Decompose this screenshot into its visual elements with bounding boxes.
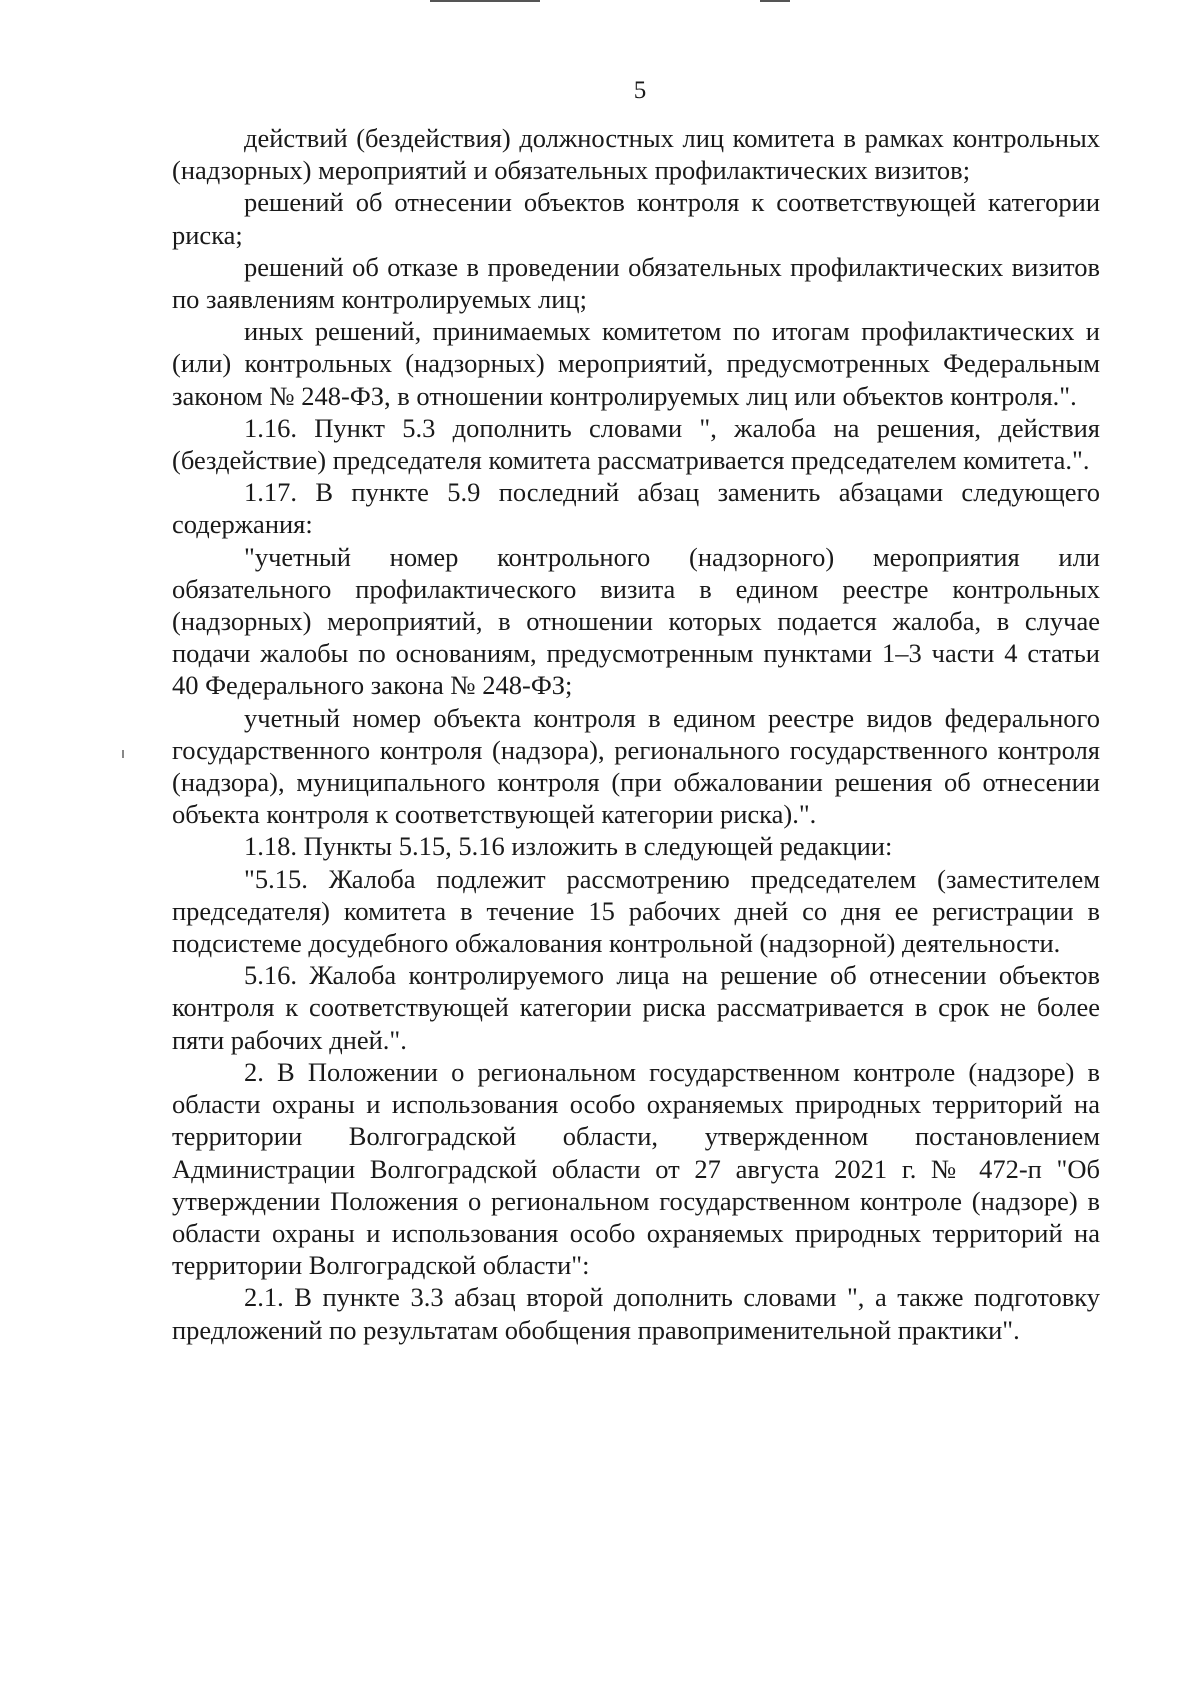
paragraph-clause-2-1: 2.1. В пункте 3.3 абзац второй дополнить словами ", а также подготовку предложений по результатам обобщения правоприменительной практики". xyxy=(172,1282,1100,1345)
document-body xyxy=(172,122,1100,1346)
paragraph-list-item-other-decisions: иных решений, принимаемых комитетом по итогам профилактических и (или) контрольных (надзорных) мероприятий, предусмотренных Федеральным законом № 248-ФЗ, в отношении контролируемых лиц или объектов контроля.". xyxy=(172,316,1100,411)
paragraph-section-2: 2. В Положении о региональном государственном контроле (надзоре) в области охраны и использования особо охраняемых природных территорий на территории Волгоградской области, утвержденном постановлением Администрации Волгоградской области от 27 августа 2021 г. № 472-п "Об утверждении Положения о региональном государственном контроле (надзоре) в области охраны и использования особо охраняемых природных территорий на территории Волгоградской области": xyxy=(172,1056,1100,1281)
scan-artifact xyxy=(122,750,124,758)
scan-edge-marks xyxy=(0,0,1200,10)
page-number: 5 xyxy=(633,77,647,104)
paragraph-list-item-actions: действий (бездействия) должностных лиц комитета в рамках контрольных (надзорных) мероприятий и обязательных профилактических визитов; xyxy=(172,123,1100,186)
paragraph-clause-5-15: "5.15. Жалоба подлежит рассмотрению председателем (заместителем председателя) комитета в течение 15 рабочих дней со дня ее регистрации в подсистеме досудебного обжалования контрольной (надзорной) деятельности. xyxy=(172,863,1100,959)
paragraph-list-item-refusal: решений об отказе в проведении обязательных профилактических визитов по заявлениям контролируемых лиц; xyxy=(172,251,1100,315)
paragraph-quoted-object-number: учетный номер объекта контроля в едином реестре видов федерального государственного контроля (надзора), регионального государственного контроля (надзора), муниципального контроля (при обжаловании решения об отнесении объекта контроля к соответствующей категории риска).". xyxy=(172,702,1100,830)
paragraph-clause-5-16: 5.16. Жалоба контролируемого лица на решение об отнесении объектов контроля к соответствующей категории риска рассматривается в срок не более пяти рабочих дней.". xyxy=(172,960,1100,1055)
paragraph-quoted-record-number: "учетный номер контрольного (надзорного) мероприятия или обязательного профилактического визита в едином реестре контрольных (надзорных) мероприятий, в отношении которых подается жалоба, в случае подачи жалобы по основаниям, предусмотренным пунктами 1–3 части 4 статьи 40 Федерального закона № 248-ФЗ; xyxy=(172,541,1100,701)
paragraph-clause-1-18: 1.18. Пункты 5.15, 5.16 изложить в следующей редакции: xyxy=(244,831,893,862)
paragraph-clause-1-17: 1.17. В пункте 5.9 последний абзац заменить абзацами следующего содержания: xyxy=(172,477,1100,540)
paragraph-clause-1-16: 1.16. Пункт 5.3 дополнить словами ", жалоба на решения, действия (бездействие) председателя комитета рассматривается председателем комитета.". xyxy=(172,412,1100,476)
paragraph-list-item-risk-category: решений об отнесении объектов контроля к соответствующей категории риска; xyxy=(172,187,1100,250)
